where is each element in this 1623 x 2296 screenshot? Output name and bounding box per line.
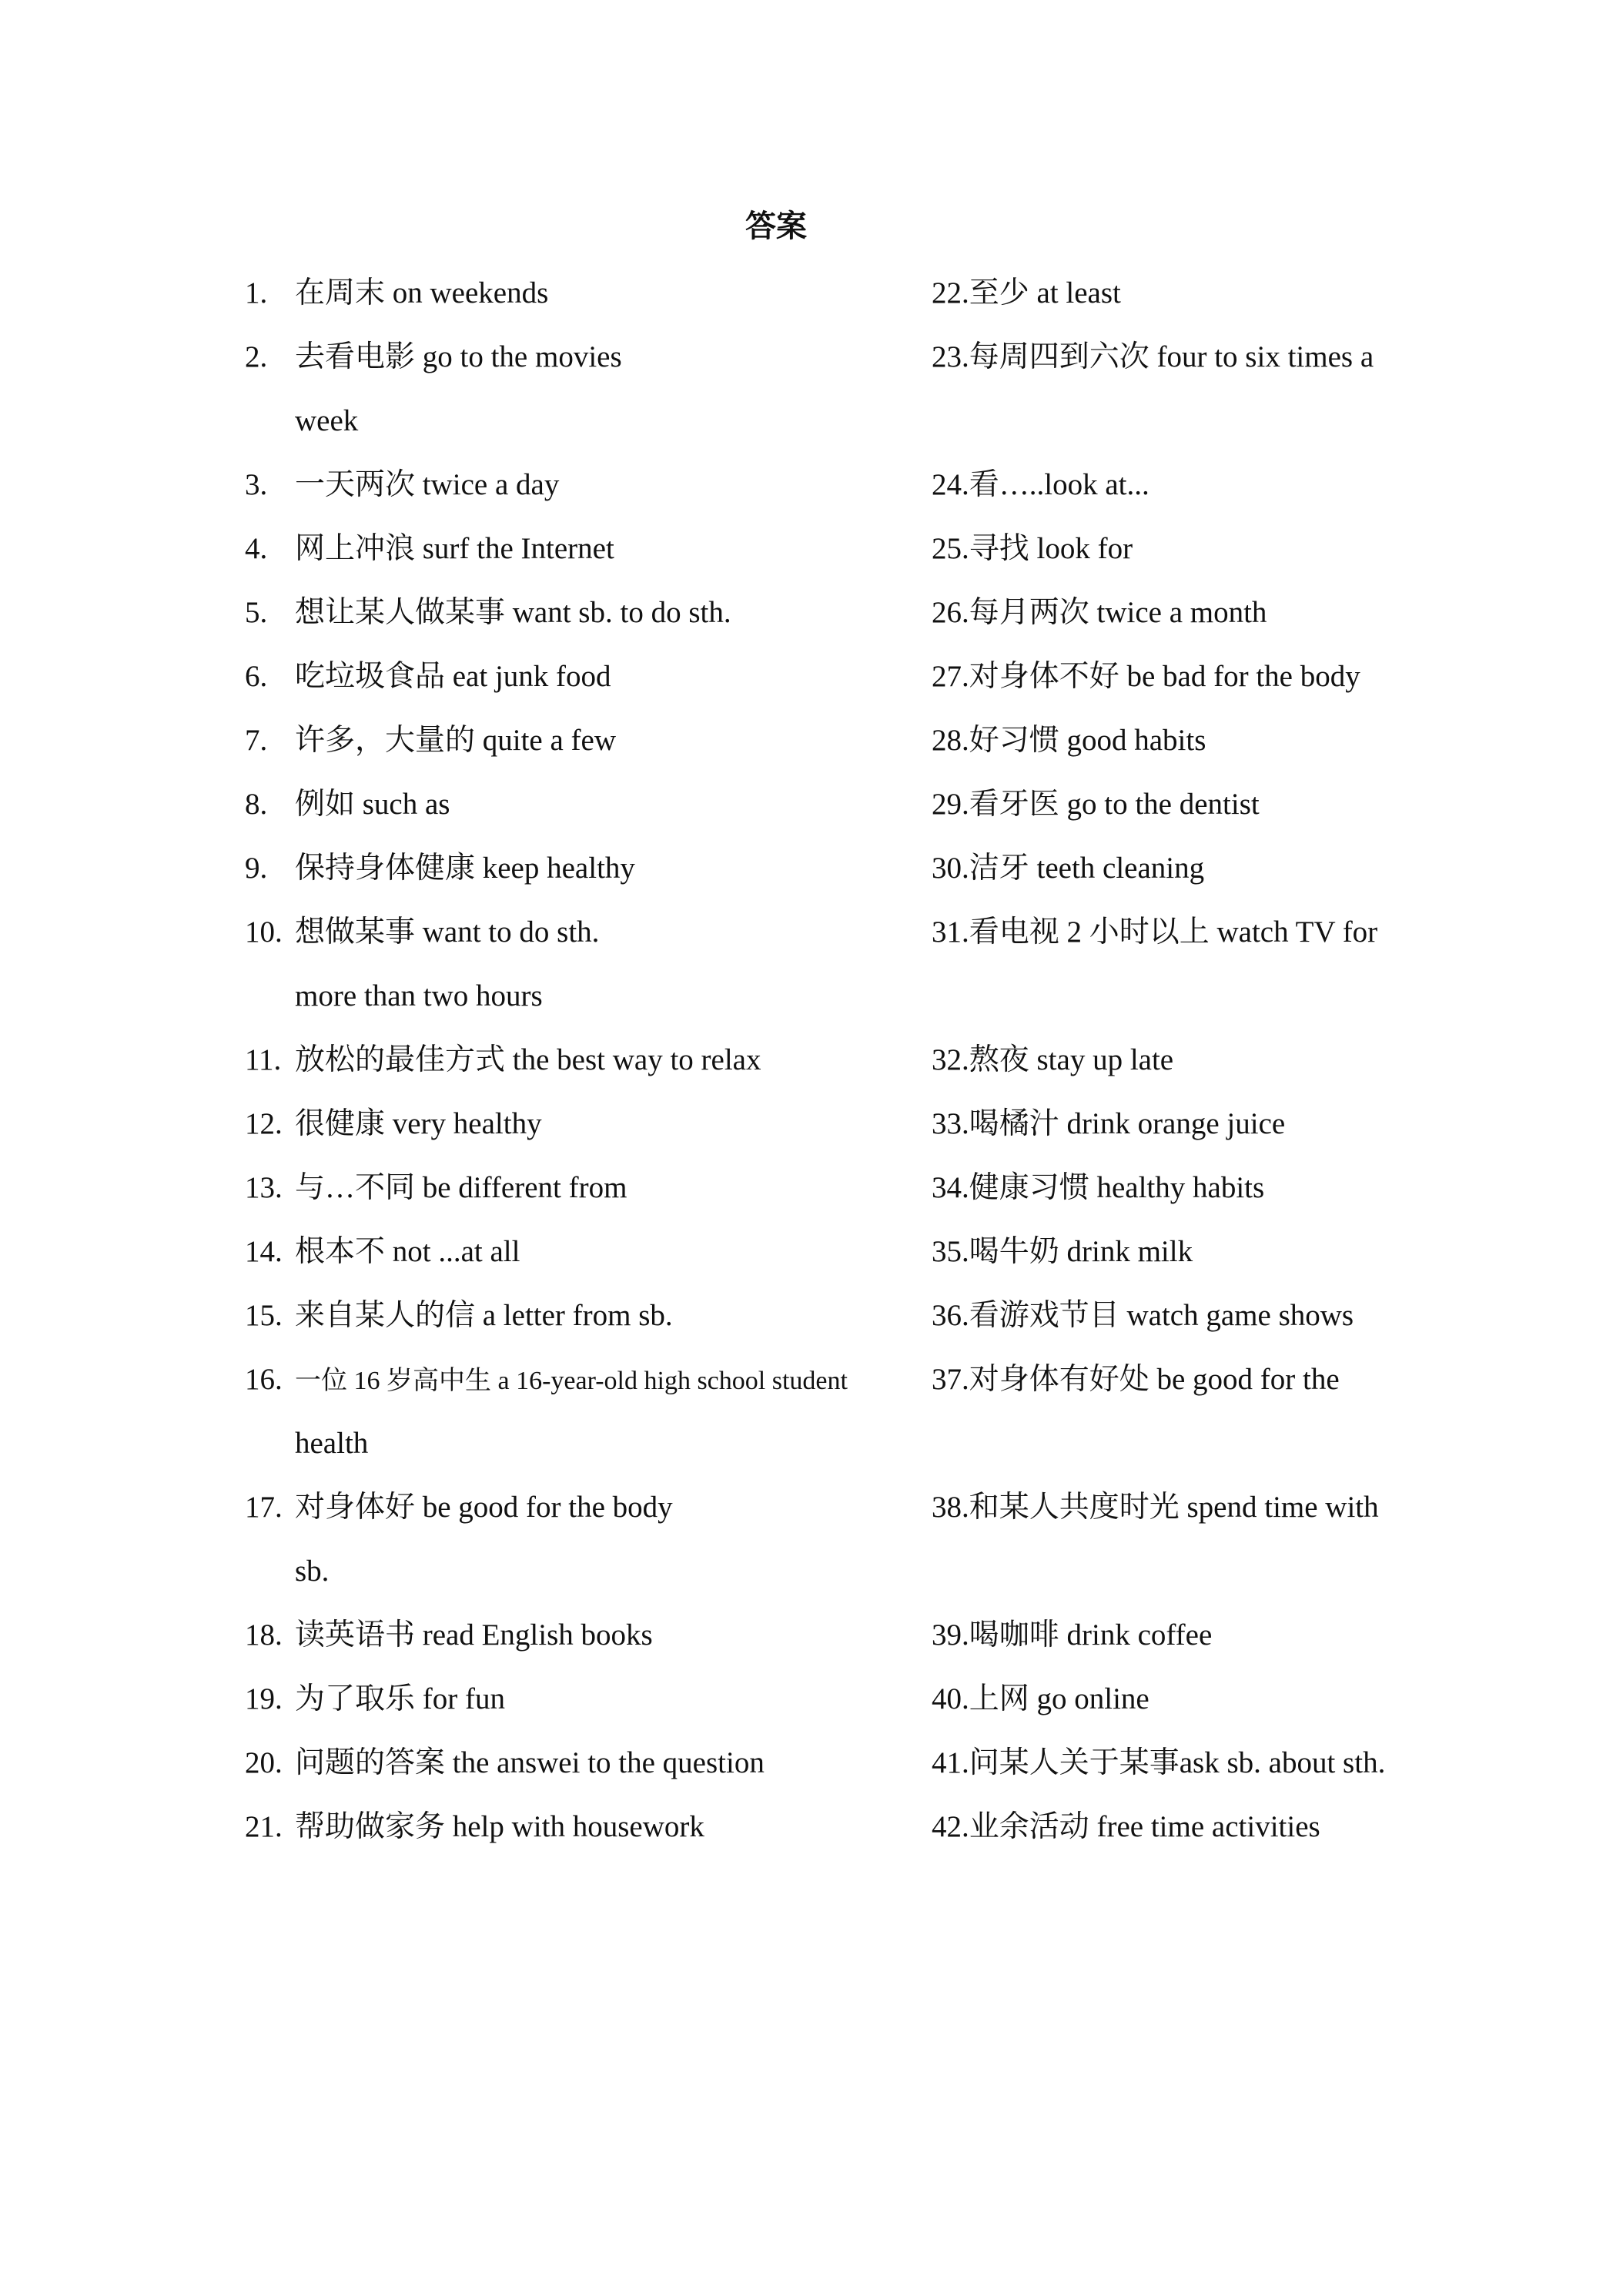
item-text: 读英语书 read English books	[295, 1618, 653, 1652]
item-number: 13.	[245, 1171, 283, 1204]
item-number: 20.	[245, 1746, 283, 1779]
item-number: 4.	[245, 532, 268, 565]
item-number: 11.	[245, 1043, 282, 1076]
blank-row	[932, 396, 1394, 460]
list-item: 41.问某人关于某事ask sb. about sth.	[932, 1746, 1386, 1779]
list-item	[245, 651, 922, 715]
list-item: 42.业余活动 free time activities	[932, 1810, 1320, 1843]
blank-row	[932, 971, 1394, 1035]
list-item: 25.寻找 look for	[932, 532, 1133, 565]
list-item	[245, 332, 922, 396]
list-item	[245, 1738, 922, 1802]
item-number: 1.	[245, 276, 268, 310]
item-text: 根本不 not ...at all	[295, 1235, 520, 1268]
item-text: 许多，大量的 quite a few	[295, 724, 617, 757]
list-item	[245, 460, 922, 524]
list-item: 39.喝咖啡 drink coffee	[932, 1618, 1213, 1652]
item-text: 帮助做家务 help with housework	[295, 1810, 704, 1843]
item-number: 18.	[245, 1618, 283, 1652]
item-number: 3.	[245, 468, 268, 501]
list-item	[245, 779, 922, 843]
list-item-continuation: more than two hours	[295, 979, 543, 1012]
item-text: 与…不同 be different from	[295, 1171, 627, 1204]
blank-row	[932, 1418, 1394, 1482]
list-item: 34.健康习惯 healthy habits	[932, 1171, 1265, 1204]
item-text: 对身体好 be good for the body	[295, 1491, 673, 1524]
list-item	[245, 843, 922, 907]
item-text: 一位 16 岁高中生 a 16-year-old high school student	[295, 1367, 848, 1395]
item-text: 吃垃圾食品 eat junk food	[295, 660, 611, 693]
list-item: 33.喝橘汁 drink orange juice	[932, 1107, 1286, 1140]
list-item	[245, 1290, 922, 1354]
blank-row	[932, 1546, 1394, 1610]
item-number: 7.	[245, 724, 268, 757]
list-item	[245, 1227, 922, 1290]
item-number: 14.	[245, 1235, 283, 1268]
list-item: 32.熬夜 stay up late	[932, 1043, 1174, 1076]
list-item	[245, 587, 922, 651]
list-item: 29.看牙医 go to the dentist	[932, 788, 1260, 821]
list-item: 38.和某人共度时光 spend time with	[932, 1491, 1379, 1524]
list-item	[245, 1610, 922, 1674]
item-number: 5.	[245, 596, 268, 629]
item-text: 一天两次 twice a day	[295, 468, 560, 501]
item-text: 来自某人的信 a letter from sb.	[295, 1299, 673, 1332]
page-title: 答案	[745, 209, 807, 243]
list-item-continuation: health	[295, 1427, 369, 1460]
list-item: 35.喝牛奶 drink milk	[932, 1235, 1193, 1268]
list-item	[245, 1674, 922, 1738]
list-item-continuation: sb.	[295, 1555, 330, 1588]
item-number: 15.	[245, 1299, 283, 1332]
item-text: 问题的答案 the answei to the question	[295, 1746, 765, 1779]
item-text: 在周末 on weekends	[295, 276, 549, 310]
list-item: 27.对身体不好 be bad for the body	[932, 660, 1360, 693]
list-item	[245, 715, 922, 779]
item-number: 12.	[245, 1107, 283, 1140]
list-item: 28.好习惯 good habits	[932, 724, 1206, 757]
item-number: 16.	[245, 1363, 283, 1396]
item-number: 21.	[245, 1810, 283, 1843]
list-item: 40.上网 go online	[932, 1682, 1149, 1715]
item-text: 为了取乐 for fun	[295, 1682, 505, 1715]
item-number: 17.	[245, 1491, 283, 1524]
list-item	[245, 1482, 922, 1546]
list-item: 36.看游戏节目 watch game shows	[932, 1299, 1354, 1332]
list-item: 31.看电视 2 小时以上 watch TV for	[932, 915, 1378, 949]
right-column	[932, 268, 1394, 1866]
list-item: 23.每周四到六次 four to six times a	[932, 340, 1374, 373]
left-column	[245, 268, 922, 1866]
list-item: 24.看…..look at...	[932, 468, 1149, 501]
item-text: 保持身体健康 keep healthy	[295, 852, 635, 885]
item-text: 网上冲浪 surf the Internet	[295, 532, 614, 565]
list-item: 37.对身体有好处 be good for the	[932, 1363, 1340, 1396]
list-item	[245, 1035, 922, 1099]
list-item: 22.至少 at least	[932, 276, 1121, 310]
item-number: 10.	[245, 915, 283, 949]
list-item	[245, 268, 922, 332]
item-text: 很健康 very healthy	[295, 1107, 542, 1140]
item-number: 19.	[245, 1682, 283, 1715]
item-number: 6.	[245, 660, 268, 693]
list-item	[245, 1354, 922, 1418]
list-item	[245, 907, 922, 971]
item-number: 9.	[245, 852, 268, 885]
item-number: 8.	[245, 788, 268, 821]
item-text: 例如 such as	[295, 788, 450, 821]
list-item	[245, 1099, 922, 1163]
list-item	[245, 1163, 922, 1227]
list-item: 30.洁牙 teeth cleaning	[932, 852, 1205, 885]
item-text: 想做某事 want to do sth.	[295, 915, 600, 949]
item-text: 想让某人做某事 want sb. to do sth.	[295, 596, 731, 629]
list-item	[245, 524, 922, 587]
list-item	[245, 1802, 922, 1866]
list-item: 26.每月两次 twice a month	[932, 596, 1267, 629]
item-text: 去看电影 go to the movies	[295, 340, 622, 373]
item-number: 2.	[245, 340, 268, 373]
item-text: 放松的最佳方式 the best way to relax	[295, 1043, 761, 1076]
list-item-continuation: week	[295, 404, 359, 437]
